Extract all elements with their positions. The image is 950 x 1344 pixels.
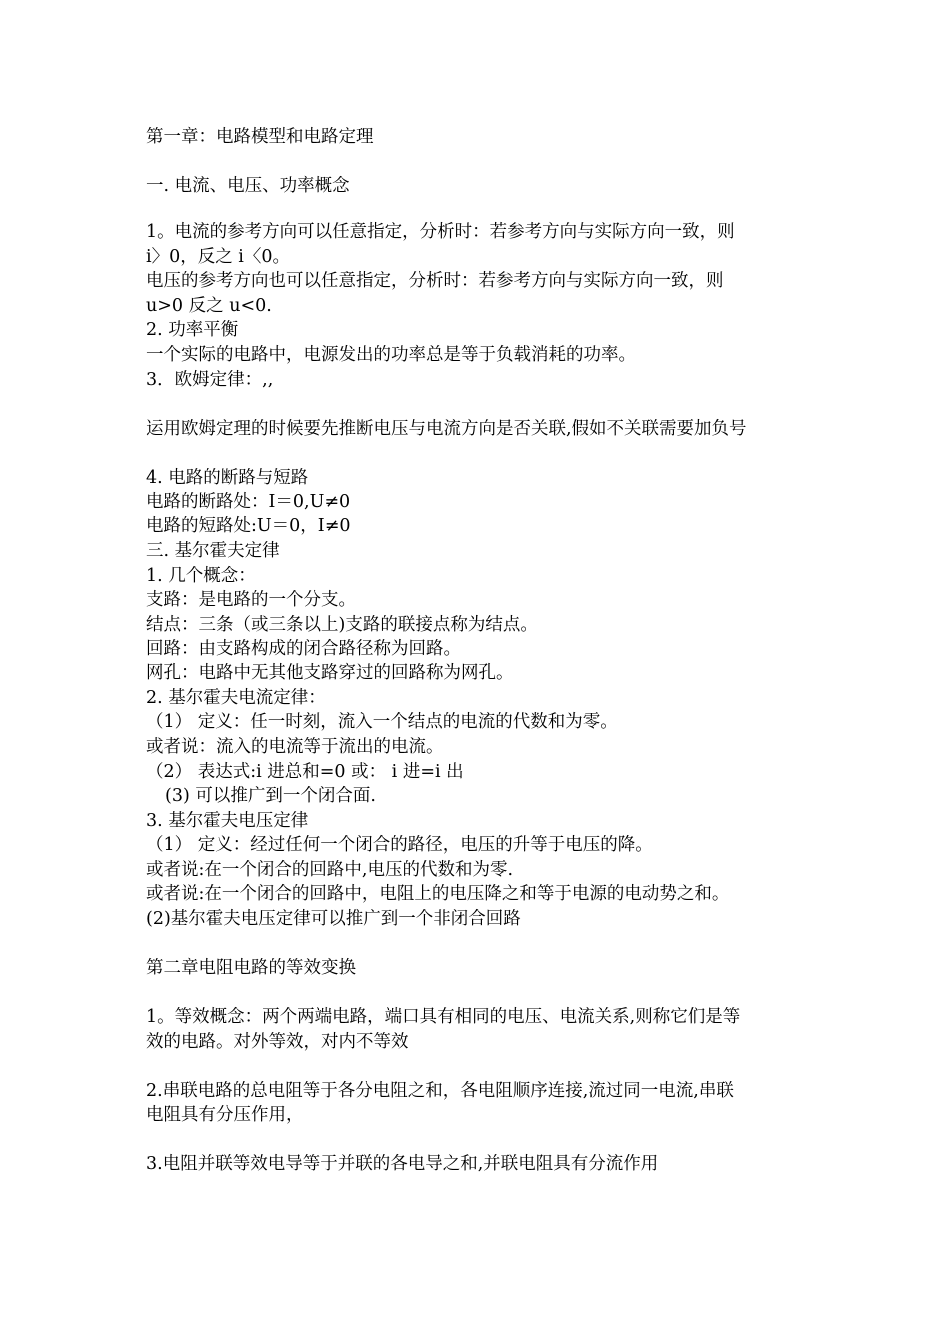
text-line: 结点：三条（或三条以上)支路的联接点称为结点。 — [146, 615, 538, 635]
chapter-1-title: 第一章：电路模型和电路定理 — [146, 127, 374, 147]
text-line: 3．欧姆定律：,, — [146, 370, 274, 390]
text-line: 网孔：电路中无其他支路穿过的回路称为网孔。 — [146, 663, 514, 683]
text-line: 3.电阻并联等效电导等于并联的各电导之和,并联电阻具有分流作用 — [146, 1154, 659, 1174]
text-line: （1） 定义：任一时刻，流入一个结点的电流的代数和为零。 — [146, 712, 618, 732]
text-line: 1。等效概念：两个两端电路，端口具有相同的电压、电流关系,则称它们是等 — [146, 1007, 741, 1027]
text-line: 电阻具有分压作用， — [146, 1105, 304, 1125]
text-line: (3) 可以推广到一个闭合面. — [165, 786, 376, 806]
text-line: 或者说:在一个闭合的回路中，电阻上的电压降之和等于电源的电动势之和。 — [146, 884, 730, 904]
chapter-2-title: 第二章电阻电路的等效变换 — [146, 958, 356, 978]
text-line: 2. 基尔霍夫电流定律： — [146, 688, 326, 708]
text-line: i〉0，反之 i〈0。 — [146, 247, 291, 267]
section-1-heading: 一. 电流、电压、功率概念 — [146, 176, 350, 196]
text-line: 一个实际的电路中，电源发出的功率总是等于负载消耗的功率。 — [146, 345, 636, 365]
text-line: 3. 基尔霍夫电压定律 — [146, 811, 309, 831]
text-line: 或者说:在一个闭合的回路中,电压的代数和为零. — [146, 860, 514, 880]
text-line: 2. 功率平衡 — [146, 320, 239, 340]
text-line: 1。电流的参考方向可以任意指定，分析时：若参考方向与实际方向一致，则 — [146, 222, 735, 242]
text-line: 或者说：流入的电流等于流出的电流。 — [146, 737, 444, 757]
text-line: 4. 电路的断路与短路 — [146, 468, 309, 488]
text-line: （2） 表达式:i 进总和=0 或： i 进=i 出 — [146, 762, 464, 782]
text-line: 回路：由支路构成的闭合路径称为回路。 — [146, 639, 461, 659]
text-line: 电路的断路处：I＝0,U≠0 — [146, 492, 351, 512]
text-line: 1. 几个概念： — [146, 566, 256, 586]
text-line: 效的电路。对外等效，对内不等效 — [146, 1032, 409, 1052]
text-line: (2)基尔霍夫电压定律可以推广到一个非闭合回路 — [146, 909, 521, 929]
text-line: （1） 定义：经过任何一个闭合的路径，电压的升等于电压的降。 — [146, 835, 653, 855]
text-line: u>0 反之 u<0. — [146, 296, 272, 316]
text-line: 2.串联电路的总电阻等于各分电阻之和，各电阻顺序连接,流过同一电流,串联 — [146, 1081, 734, 1101]
text-line: 电压的参考方向也可以任意指定，分析时：若参考方向与实际方向一致，则 — [146, 271, 724, 291]
text-line: 运用欧姆定理的时候要先推断电压与电流方向是否关联,假如不关联需要加负号 — [146, 419, 747, 439]
section-3-heading: 三. 基尔霍夫定律 — [146, 541, 280, 561]
text-line: 支路：是电路的一个分支。 — [146, 590, 356, 610]
text-line: 电路的短路处:U＝0，I≠0 — [146, 516, 351, 536]
